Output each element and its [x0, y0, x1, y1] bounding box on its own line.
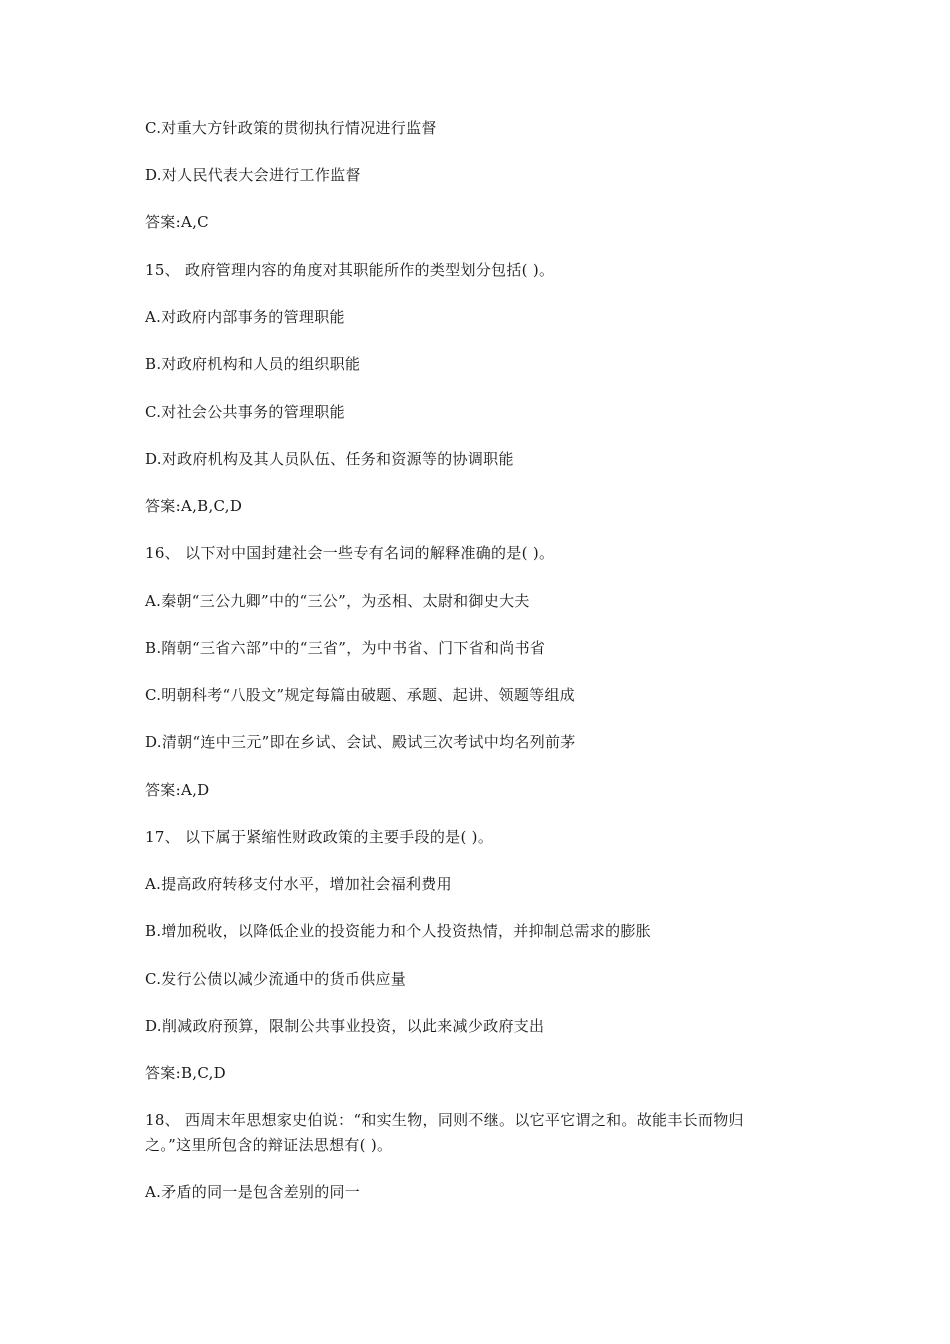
q16-option-a: A.秦朝“三公九卿”中的“三公”，为丞相、太尉和御史大夫: [145, 592, 530, 610]
q14-answer: 答案:A,C: [145, 213, 209, 231]
q15-option-d: D.对政府机构及其人员队伍、任务和资源等的协调职能: [145, 450, 514, 468]
q16-option-b: B.隋朝“三省六部”中的“三省”，为中书省、门下省和尚书省: [145, 639, 546, 657]
q16-answer: 答案:A,D: [145, 781, 210, 799]
q15-answer: 答案:A,B,C,D: [145, 497, 243, 515]
q15-option-b: B.对政府机构和人员的组织职能: [145, 355, 361, 373]
q17-option-b: B.增加税收，以降低企业的投资能力和个人投资热情，并抑制总需求的膨胀: [145, 922, 651, 940]
q15-option-a: A.对政府内部事务的管理职能: [145, 308, 345, 326]
q17-answer: 答案:B,C,D: [145, 1064, 226, 1082]
q15-stem: 15、 政府管理内容的角度对其职能所作的类型划分包括( )。: [145, 261, 555, 279]
q17-option-c: C.发行公债以减少流通中的货币供应量: [145, 970, 407, 988]
q17-stem: 17、 以下属于紧缩性财政政策的主要手段的是( )。: [145, 828, 494, 846]
q14-option-d: D.对人民代表大会进行工作监督: [145, 166, 361, 184]
q17-option-a: A.提高政府转移支付水平，增加社会福利费用: [145, 875, 452, 893]
q18-option-a: A.矛盾的同一是包含差别的同一: [145, 1183, 361, 1201]
q16-option-d: D.清朝“连中三元”即在乡试、会试、殿试三次考试中均名列前茅: [145, 733, 576, 751]
q17-option-d: D.削减政府预算，限制公共事业投资，以此来减少政府支出: [145, 1017, 545, 1035]
q16-stem: 16、 以下对中国封建社会一些专有名词的解释准确的是( )。: [145, 544, 555, 562]
q18-stem-line2: 之。”这里所包含的辩证法思想有( )。: [145, 1136, 393, 1154]
q16-option-c: C.明朝科考“八股文”规定每篇由破题、承题、起讲、领题等组成: [145, 686, 576, 704]
q14-option-c: C.对重大方针政策的贯彻执行情况进行监督: [145, 119, 437, 137]
q18-stem-line1: 18、 西周末年思想家史伯说：“和实生物，同则不继。以它平它谓之和。故能丰长而物归: [145, 1111, 744, 1129]
q15-option-c: C.对社会公共事务的管理职能: [145, 403, 345, 421]
